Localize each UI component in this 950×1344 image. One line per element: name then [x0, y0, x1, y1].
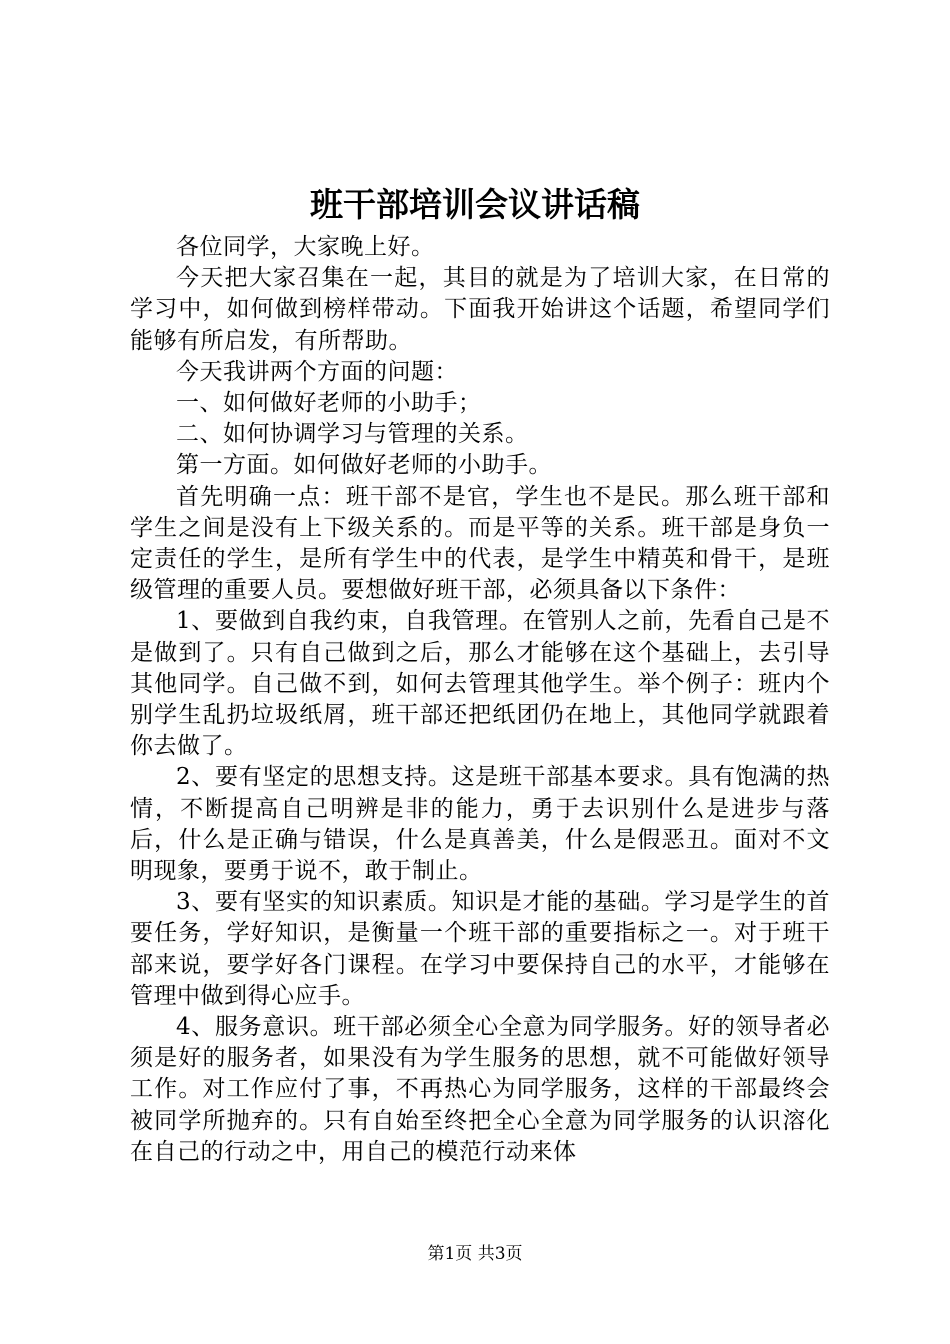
paragraph-condition-2: 2、要有坚定的思想支持。这是班干部基本要求。具有饱满的热情，不断提高自己明辨是非的能力，勇于去识别什么是进步与落后，什么是正确与错误，什么是真善美，什么是假恶丑。面对不文明现象，要勇于说不，敢于制止。	[130, 764, 830, 885]
page-title: 班干部培训会议讲话稿	[310, 185, 640, 224]
page-number-footer: 第1页 共3页	[427, 1244, 523, 1264]
paragraph-intro: 今天把大家召集在一起，其目的就是为了培训大家，在日常的学习中，如何做到榜样带动。下面我开始讲这个话题，希望同学们能够有所启发，有所帮助。	[130, 265, 830, 354]
paragraph-topics-lead: 今天我讲两个方面的问题：	[176, 358, 458, 385]
paragraph-topic-two: 二、如何协调学习与管理的关系。	[176, 421, 529, 448]
paragraph-definition: 首先明确一点：班干部不是官，学生也不是民。那么班干部和学生之间是没有上下级关系的。而是平等的关系。班干部是身负一定责任的学生，是所有学生中的代表，是学生中精英和骨干，是班级管理的重要人员。要想做好班干部，必须具备以下条件：	[130, 483, 830, 604]
paragraph-condition-1: 1、要做到自我约束，自我管理。在管别人之前，先看自己是不是做到了。只有自己做到之后，那么才能够在这个基础上，去引导其他同学。自己做不到，如何去管理其他学生。举个例子：班内个别学生乱扔垃圾纸屑，班干部还把纸团仍在地上，其他同学就跟着你去做了。	[130, 608, 830, 760]
paragraph-topic-one: 一、如何做好老师的小助手；	[176, 390, 482, 417]
paragraph-condition-4: 4、服务意识。班干部必须全心全意为同学服务。好的领导者必须是好的服务者，如果没有为学生服务的思想，就不可能做好领导工作。对工作应付了事，不再热心为同学服务，这样的干部最终会被同学所抛弃的。只有自始至终把全心全意为同学服务的认识溶化在自己的行动之中，用自己的模范行动来体	[130, 1014, 830, 1165]
document-body	[130, 232, 830, 1168]
paragraph-section-one-heading: 第一方面。如何做好老师的小助手。	[176, 452, 552, 479]
paragraph-greeting: 各位同学，大家晚上好。	[176, 234, 435, 260]
paragraph-condition-3: 3、要有坚实的知识素质。知识是才能的基础。学习是学生的首要任务，学好知识，是衡量一个班干部的重要指标之一。对于班干部来说，要学好各门课程。在学习中要保持自己的水平，才能够在管理中做到得心应手。	[130, 889, 830, 1009]
